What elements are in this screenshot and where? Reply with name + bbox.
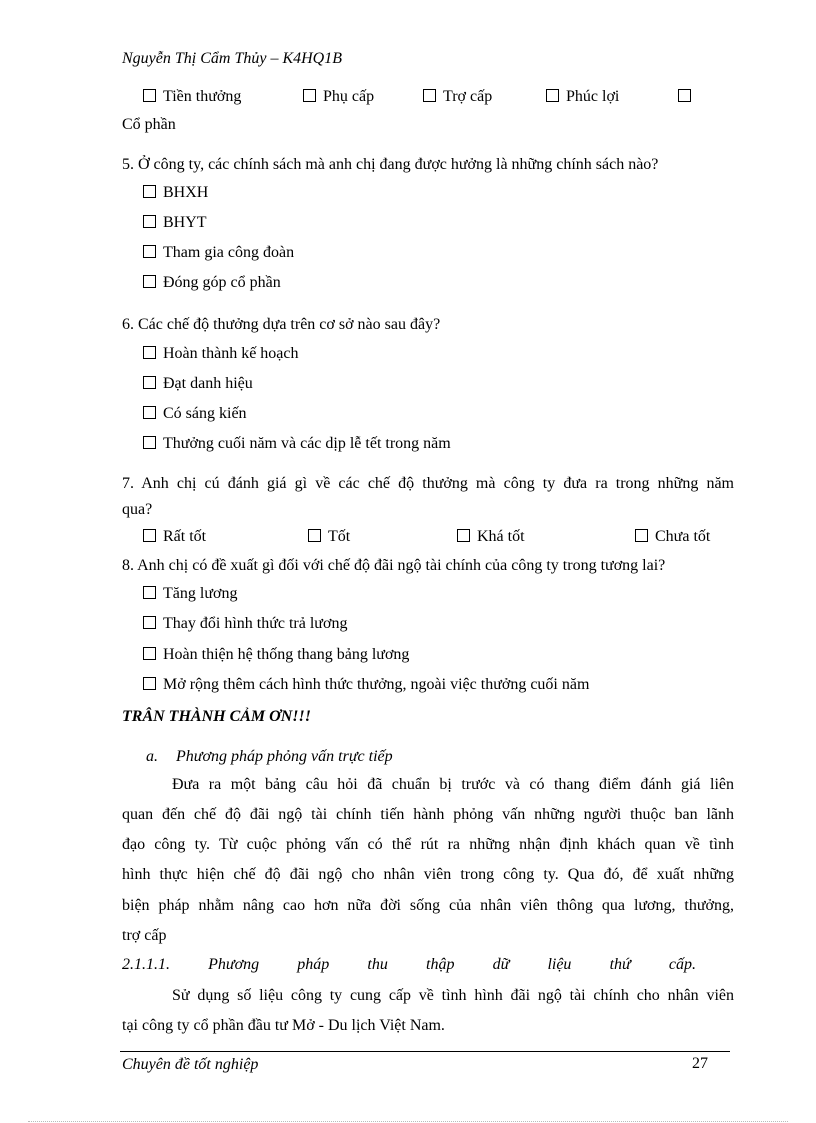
checkbox-icon[interactable] [143, 586, 156, 599]
paragraph-line: đạo công ty. Từ cuộc phỏng vấn có thể rút ra những nhận định khách quan về tình [122, 836, 734, 853]
checkbox-option[interactable]: Rất tốt [143, 528, 206, 546]
checkbox-option[interactable]: Đóng góp cổ phần [143, 274, 281, 292]
checkbox-option[interactable]: Thay đổi hình thức trả lương [143, 615, 347, 633]
checkbox-option[interactable]: Hoàn thành kế hoạch [143, 345, 299, 363]
checkbox-option[interactable]: Đạt danh hiệu [143, 375, 253, 393]
paragraph-line: hình thực hiện chế độ đãi ngộ cho nhân viên trong công ty. Qua đó, để xuất những [122, 866, 734, 883]
checkbox-icon[interactable] [303, 89, 316, 102]
checkbox-option[interactable]: Tốt [308, 528, 350, 546]
checkbox-option[interactable]: Tiền thưởng [143, 88, 241, 106]
checkbox-option[interactable]: Thưởng cuối năm và các dịp lễ tết trong năm [143, 435, 451, 453]
option-label: Cổ phần [122, 116, 176, 133]
checkbox-option[interactable]: Mở rộng thêm cách hình thức thưởng, ngoài việc thưởng cuối năm [143, 676, 589, 694]
checkbox-icon[interactable] [143, 616, 156, 629]
question-5: 5. Ở công ty, các chính sách mà anh chị đang được hưởng là những chính sách nào? [122, 156, 659, 173]
checkbox-icon[interactable] [308, 529, 321, 542]
section-heading-2-1-1-1: 2.1.1.1. Phương pháp thu thập dữ liệu thứ cấp. [122, 956, 696, 973]
checkbox-icon[interactable] [143, 346, 156, 359]
checkbox-icon[interactable] [143, 245, 156, 258]
checkbox-option[interactable]: Tham gia công đoàn [143, 244, 294, 262]
paragraph-line: trợ cấp [122, 927, 167, 944]
checkbox-option[interactable]: Phúc lợi [546, 88, 619, 106]
footer-title: Chuyên đề tốt nghiệp [122, 1056, 259, 1073]
checkbox-icon[interactable] [635, 529, 648, 542]
question-8: 8. Anh chị có đề xuất gì đối với chế độ đãi ngộ tài chính của công ty trong tương lai? [122, 557, 666, 574]
checkbox-icon[interactable] [143, 529, 156, 542]
paragraph-line: tại công ty cổ phần đầu tư Mở - Du lịch Việt Nam. [122, 1017, 445, 1034]
checkbox-option[interactable]: Chưa tốt [635, 528, 710, 546]
footer-rule [120, 1051, 730, 1052]
question-6: 6. Các chế độ thưởng dựa trên cơ sở nào sau đây? [122, 316, 441, 333]
checkbox-icon[interactable] [143, 89, 156, 102]
paragraph-line: quan đến chế độ đãi ngộ tài chính tiến hành phỏng vấn những người thuộc ban lãnh [122, 806, 734, 823]
checkbox-icon[interactable] [143, 275, 156, 288]
page-number: 27 [692, 1055, 708, 1072]
checkbox-icon[interactable] [678, 89, 691, 102]
checkbox-icon[interactable] [143, 406, 156, 419]
checkbox-icon[interactable] [143, 376, 156, 389]
section-a-heading: a. Phương pháp phỏng vấn trực tiếp [146, 748, 393, 765]
paragraph-line: Đưa ra một bảng câu hỏi đã chuẩn bị trước và có thang điểm đánh giá liên [172, 776, 734, 793]
question-7: 7. Anh chị cú đánh giá gì về các chế độ thưởng mà công ty đưa ra trong những năm [122, 475, 734, 492]
checkbox-option[interactable]: BHXH [143, 184, 208, 202]
checkbox-icon[interactable] [143, 215, 156, 228]
paragraph-line: Sử dụng số liệu công ty cung cấp về tình hình đãi ngộ tài chính cho nhân viên [172, 987, 734, 1004]
page-edge-divider [28, 1121, 788, 1122]
checkbox-icon[interactable] [423, 89, 436, 102]
checkbox-option[interactable]: BHYT [143, 214, 207, 232]
checkbox-option[interactable]: Có sáng kiến [143, 405, 247, 423]
checkbox-option[interactable]: Hoàn thiện hệ thống thang bảng lương [143, 646, 409, 664]
checkbox-option[interactable]: Tăng lương [143, 585, 237, 603]
checkbox-icon[interactable] [546, 89, 559, 102]
question-7-cont: qua? [122, 501, 153, 518]
checkbox-icon[interactable] [143, 436, 156, 449]
checkbox-option[interactable]: Trợ cấp [423, 88, 492, 106]
page-header: Nguyễn Thị Cẩm Thủy – K4HQ1B [122, 50, 342, 67]
checkbox-option[interactable]: Khá tốt [457, 528, 525, 546]
checkbox-option[interactable] [678, 88, 698, 106]
thanks-heading: TRÂN THÀNH CẢM ƠN!!! [122, 708, 311, 725]
checkbox-icon[interactable] [143, 647, 156, 660]
checkbox-icon[interactable] [143, 677, 156, 690]
checkbox-icon[interactable] [457, 529, 470, 542]
paragraph-line: biện pháp nhằm nâng cao hơn nữa đời sống của nhân viên thông qua lương, thưởng, [122, 897, 734, 914]
checkbox-icon[interactable] [143, 185, 156, 198]
checkbox-option[interactable]: Phụ cấp [303, 88, 374, 106]
